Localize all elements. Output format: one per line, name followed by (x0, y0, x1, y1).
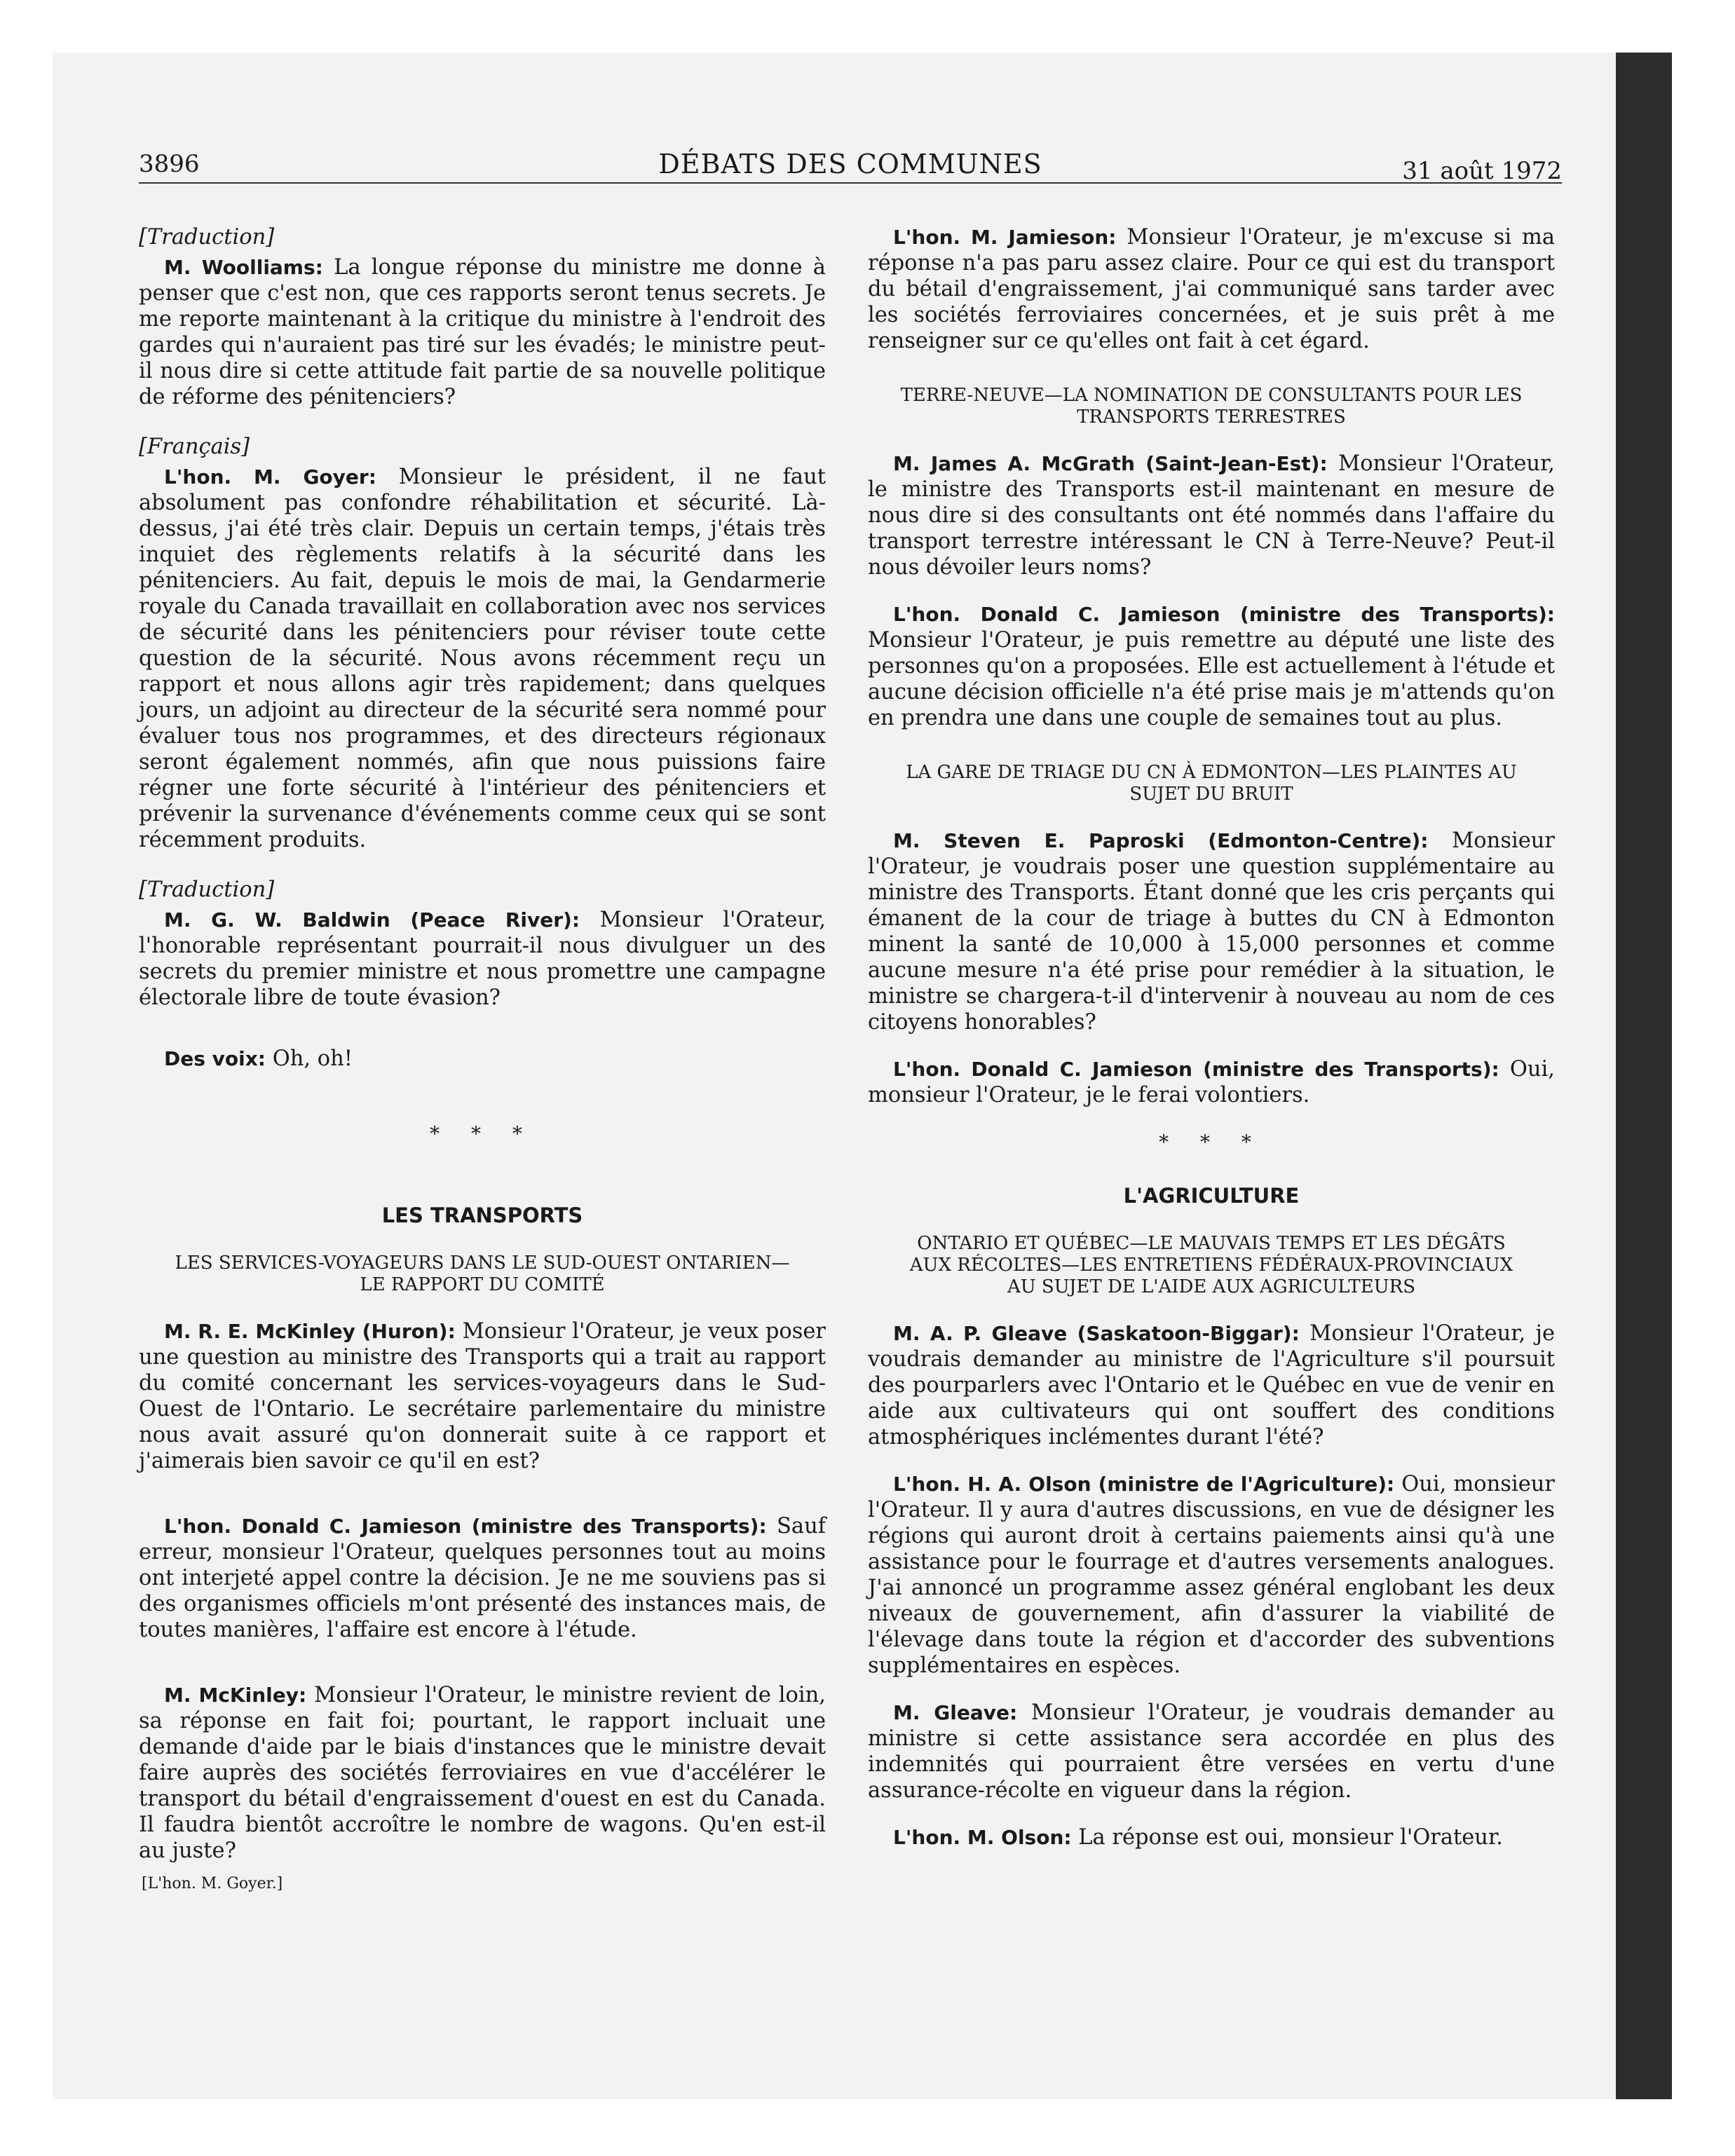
speech (139, 1513, 826, 1643)
speech (868, 1056, 1555, 1108)
speech (868, 1824, 1555, 1850)
speech (868, 224, 1555, 354)
speech-text: Monsieur l'Orateur, le ministre des Transports est-il maintenant en mesure de nous dire si des consultants ont été nommés dans l'affaire du transport terrestre intéressant le CN à Terre-Neuve? Peut-il nous dévoiler leurs noms? (868, 451, 1555, 580)
speaker-name: M. R. E. McKinley (Huron): (164, 1320, 456, 1343)
speech (868, 1321, 1555, 1450)
section-heading: L'AGRICULTURE (1123, 1184, 1300, 1208)
speech (139, 1046, 826, 1072)
sub-heading: ONTARIO ET QUÉBEC—LE MAUVAIS TEMPS ET LES DÉGÂTS AUX RÉCOLTES—LES ENTRETIENS FÉDÉRAUX-PROVINCIAUX AU SUJET DE L'AIDE AUX AGRICULTEURS (909, 1233, 1513, 1297)
speech (139, 907, 826, 1011)
right-column (868, 224, 1555, 1871)
sub-heading: LA GARE DE TRIAGE DU CN À EDMONTON—LES PLAINTES AU SUJET DU BRUIT (906, 762, 1517, 805)
speech-text: Oui, monsieur l'Orateur, je le ferai volontiers. (868, 1057, 1555, 1107)
speaker-name: L'hon. M. Olson: (893, 1826, 1072, 1849)
speech (868, 828, 1555, 1035)
speaker-name: L'hon. Donald C. Jamieson (ministre des Transports): (893, 603, 1555, 626)
speech (139, 1318, 826, 1474)
publication-date: 31 août 1972 (1402, 157, 1562, 185)
speech-text: Monsieur l'Orateur, le ministre revient de loin, sa réponse en fait foi; pourtant, le rapport incluait une demande d'aide par le biais d'instances que le ministre devait faire auprès des sociétés ferroviaires en vue d'accélérer le transport du bétail d'engraissement d'ouest en est du Canada. Il faudra bientôt accroître le nombre de wagons. Qu'en est-il au juste? (139, 1683, 826, 1863)
page-number: 3896 (139, 150, 200, 178)
section-separator: * * * (1159, 1131, 1264, 1154)
speech (868, 451, 1555, 580)
speaker-name: M. Steven E. Paproski (Edmonton-Centre): (893, 829, 1429, 852)
speech (868, 601, 1555, 731)
page-header (139, 140, 1562, 184)
speech (139, 1682, 826, 1864)
speaker-name: M. Gleave: (893, 1701, 1018, 1724)
speaker-name: M. G. W. Baldwin (Peace River): (164, 908, 580, 932)
speech-text: Monsieur l'Orateur, je veux poser une question au ministre des Transports qui a trait au rapport du comité concernant les services-voyageurs dans le Sud-Ouest de l'Ontario. Le secrétaire parlementaire du ministre nous avait assuré qu'on donnerait suite à ce rapport et j'aimerais bien savoir ce qu'il en est? (139, 1319, 826, 1473)
speech-text: Sauf erreur, monsieur l'Orateur, quelques personnes tout au moins ont interjeté appel contre la décision. Je ne me souviens pas si des organismes officiels m'ont présenté des instances mais, de toutes manières, l'affaire est encore à l'étude. (139, 1514, 826, 1642)
speaker-name: L'hon. M. Goyer: (164, 465, 376, 489)
language-marker: [Traduction] (139, 878, 275, 902)
speaker-name: M. A. P. Gleave (Saskatoon-Biggar): (893, 1322, 1300, 1345)
speech-text: Monsieur l'Orateur, je m'excuse si ma réponse n'a pas paru assez claire. Pour ce qui est du transport du bétail d'engraissement, j'ai communiqué sans tarder avec les sociétés ferroviaires concernées, et je suis prêt à me renseigner sur ce qu'elles ont fait à cet égard. (868, 225, 1555, 353)
speech (868, 1471, 1555, 1679)
speech-text: Monsieur l'Orateur, je voudrais demander au ministre de l'Agriculture s'il poursuit des pourparlers avec l'Ontario et le Québec en vue de venir en aide aux cultivateurs qui ont souffert des conditions atmosphériques inclémentes durant l'été? (868, 1321, 1555, 1449)
speech-text: Oui, monsieur l'Orateur. Il y aura d'autres discussions, en vue de désigner les régions qui auront droit à certains paiements ainsi qu'à une assistance pour le fourrage et d'autres versements analogues. J'ai annoncé un programme assez général englobant les deux niveaux de gouvernement, afin d'assurer la viabilité de l'élevage dans toute la région et d'accorder des subventions supplémentaires en espèces. (868, 1472, 1555, 1678)
speech-text: Monsieur le président, il ne faut absolument pas confondre réhabilitation et sécurité. Là-dessus, j'ai été très clair. Depuis un certain temps, j'étais très inquiet des règlements relatifs à la sécurité dans les pénitenciers. Au fait, depuis le mois de mai, la Gendarmerie royale du Canada travaillait en collaboration avec nos services de sécurité dans les pénitenciers pour réviser toute cette question de la sécurité. Nous avons récemment reçu un rapport et nous allons agir très rapidement; dans quelques jours, un adjoint au directeur de la sécurité sera nommé pour évaluer tous nos programmes, et des directeurs régionaux seront également nommés, afin que nous puissions faire régner une forte sécurité à l'intérieur des pénitenciers et prévenir la survenance d'événements comme ceux qui se sont récemment produits. (139, 465, 826, 852)
speaker-name: L'hon. Donald C. Jamieson (ministre des Transports): (893, 1058, 1499, 1081)
speech-text: Monsieur l'Orateur, je puis remettre au député une liste des personnes qu'on a proposées. Elle est actuellement à l'étude et aucune décision officielle n'a été prise mais je m'attends qu'on en prendra une dans une couple de semaines tout au plus. (868, 628, 1555, 730)
sub-heading: TERRE-NEUVE—LA NOMINATION DE CONSULTANTS POUR LES TRANSPORTS TERRESTRES (900, 385, 1523, 428)
footnote: [L'hon. M. Goyer.] (142, 1875, 283, 1892)
speaker-name: M. James A. McGrath (Saint-Jean-Est): (893, 452, 1328, 475)
sub-heading: LES SERVICES-VOYAGEURS DANS LE SUD-OUEST ONTARIEN—LE RAPPORT DU COMITÉ (175, 1253, 790, 1295)
speech-text: Monsieur l'Orateur, je voudrais poser une question supplémentaire au ministre des Transports. Étant donné que les cris perçants qui émanent de la cour de triage à buttes du CN à Edmonton minent la santé de 10,000 à 15,000 personnes et comme aucune mesure n'a été prise pour remédier à la situation, le ministre se chargera-t-il d'intervenir à nouveau au nom de ces citoyens honorables? (868, 828, 1555, 1035)
speaker-name: Des voix: (164, 1047, 266, 1070)
left-column (139, 224, 826, 1897)
publication-title: DÉBATS DES COMMUNES (658, 149, 1042, 179)
speech-text: La longue réponse du ministre me donne à penser que c'est non, que ces rapports seront tenus secrets. Je me reporte maintenant à la critique du ministre à l'endroit des gardes qui n'auraient pas tiré sur les évadés; le ministre peut-il nous dire si cette attitude fait partie de sa nouvelle politique de réforme des pénitenciers? (139, 255, 826, 409)
speech-text: Monsieur l'Orateur, l'honorable représentant pourrait-il nous divulguer un des secrets du premier ministre et nous promettre une campagne électorale libre de toute évasion? (139, 908, 826, 1010)
speech-text: Oh, oh! (272, 1046, 353, 1071)
speech-text: La réponse est oui, monsieur l'Orateur. (1078, 1825, 1503, 1850)
speaker-name: L'hon. M. Jamieson: (893, 226, 1117, 249)
speech (139, 464, 826, 853)
speaker-name: M. Woolliams: (164, 256, 323, 279)
speaker-name: L'hon. H. A. Olson (ministre de l'Agriculture): (893, 1473, 1395, 1496)
speaker-name: M. McKinley: (164, 1684, 307, 1707)
speech-text: Monsieur l'Orateur, je voudrais demander au ministre si cette assistance sera accordée en plus des indemnités qui pourraient être versées en vertu d'une assurance-récolte en vigueur dans la région. (868, 1700, 1555, 1803)
speech (868, 1700, 1555, 1803)
speech (139, 254, 826, 410)
binding-edge (1616, 53, 1672, 2099)
language-marker: [Traduction] (139, 225, 275, 250)
language-marker: [Français] (139, 435, 250, 459)
section-heading: LES TRANSPORTS (381, 1203, 583, 1227)
speaker-name: L'hon. Donald C. Jamieson (ministre des Transports): (164, 1515, 767, 1538)
section-separator: * * * (430, 1122, 535, 1145)
